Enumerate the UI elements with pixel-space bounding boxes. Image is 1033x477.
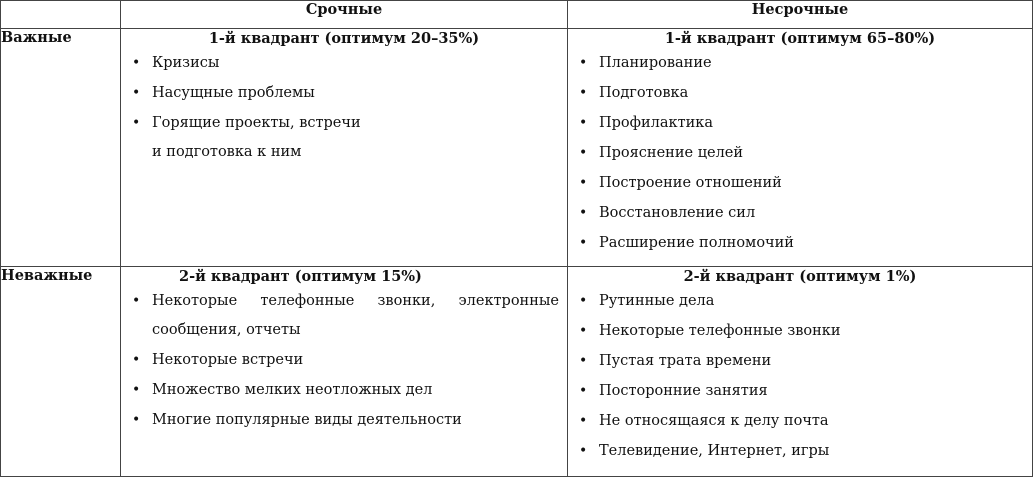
list-item: • Планирование: [568, 48, 1024, 78]
list-item: • Пустая трата времени: [568, 346, 1024, 376]
list-item: • Некоторые встречи: [121, 345, 559, 375]
quadrant-title: 1-й квадрант (оптимум 20–35%): [208, 30, 480, 47]
list-item: • Насущные проблемы: [121, 78, 559, 108]
quadrant-unimportant-urgent: [121, 267, 568, 477]
list-item: • Кризисы: [121, 48, 559, 78]
list-item: • Телевидение, Интернет, игры: [568, 436, 1024, 466]
unimportant-row: [1, 267, 1033, 477]
list-item: • Расширение полномочий: [568, 228, 1024, 258]
list-item: • Множество мелких неотложных дел: [121, 375, 559, 405]
quadrant-title: 2-й квадрант (оптимум 15%): [179, 268, 422, 285]
list-item: • Посторонние занятия: [568, 376, 1024, 406]
list-item: • Многие популярные виды деятельности: [121, 405, 559, 435]
item-list: [568, 286, 1032, 466]
list-item: • Профилактика: [568, 108, 1024, 138]
quadrant-important-not-urgent: [568, 29, 1033, 267]
list-item: • Построение отношений: [568, 168, 1024, 198]
item-list: [121, 286, 567, 435]
list-item: • Некоторые телефонные звонки, электронные: [121, 286, 559, 316]
row-label-important: Важные: [1, 29, 121, 267]
list-item: • Не относящаяся к делу почта: [568, 406, 1024, 436]
corner-cell: [1, 1, 121, 29]
header-row: [1, 1, 1033, 29]
list-item: • Горящие проекты, встречи: [121, 108, 559, 138]
list-item: • Восстановление сил: [568, 198, 1024, 228]
item-list: [121, 48, 567, 167]
item-list: [568, 48, 1032, 258]
header-not-urgent: Несрочные: [568, 1, 1033, 29]
important-row: [1, 29, 1033, 267]
quadrant-important-urgent: [121, 29, 568, 267]
quadrant-title: 1-й квадрант (оптимум 65–80%): [664, 30, 936, 47]
header-urgent: Срочные: [121, 1, 568, 29]
list-item-continuation: и подготовка к ним: [152, 144, 302, 160]
row-label-unimportant: Неважные: [1, 267, 121, 477]
quadrant-unimportant-not-urgent: [568, 267, 1033, 477]
list-item: • Прояснение целей: [568, 138, 1024, 168]
list-item-continuation: сообщения, отчеты: [152, 322, 301, 338]
list-item: • Рутинные дела: [568, 286, 1024, 316]
quadrant-title: 2-й квадрант (оптимум 1%): [683, 268, 917, 285]
list-item: • Подготовка: [568, 78, 1024, 108]
list-item: • Некоторые телефонные звонки: [568, 316, 1024, 346]
